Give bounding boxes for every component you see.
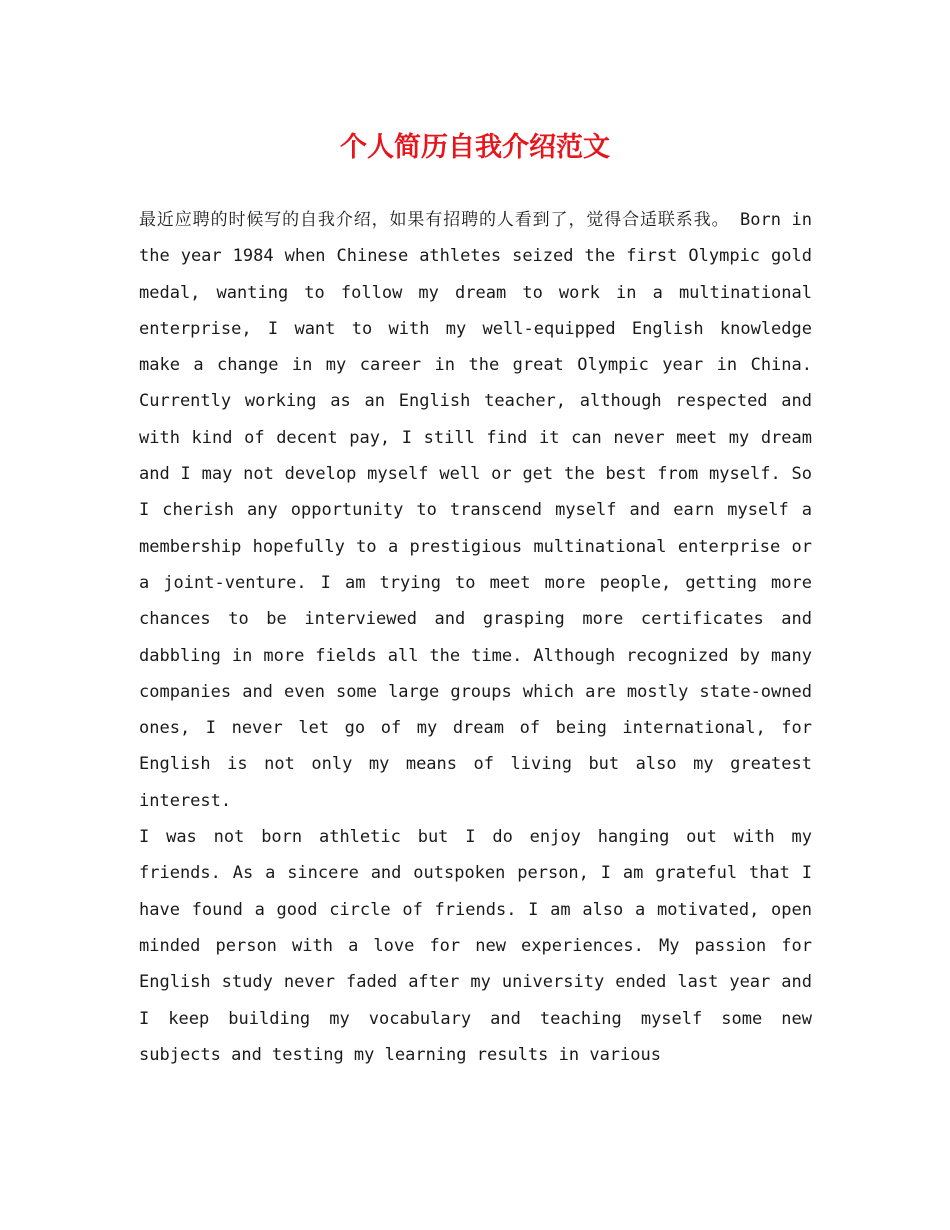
paragraph-2	[139, 819, 812, 1073]
document-body	[139, 202, 812, 1073]
paragraph-1	[139, 202, 812, 819]
document-title: 个人简历自我介绍范文	[340, 132, 610, 163]
paragraph-2-text: I was not born athletic but I do enjoy hanging out with my friends. As a sincere and outspoken person, I am grateful that I have found a good circle of friends. I am also a motivated, open minded person with a love for new experiences. My passion for English study never faded after my university ended last year and I keep building my vocabulary and teaching myself some new subjects and testing my learning results in various	[139, 827, 812, 1065]
paragraph-1-text: Born in the year 1984 when Chinese athletes seized the first Olympic gold medal, wanting to follow my dream to work in a multinational enterprise, I want to with my well-equipped English knowledge make a change in my career in the great Olympic year in China. Currently working as an English teacher, although respected and with kind of decent pay, I still find it can never meet my dream and I may not develop myself well or get the best from myself. So I cherish any opportunity to transcend myself and earn myself a membership hopefully to a prestigious multinational enterprise or a joint-venture. I am trying to meet more people, getting more chances to be interviewed and grasping more certificates and dabbling in more fields all the time. Although recognized by many companies and even some large groups which are mostly state-owned ones, I never let go of my dream of being international, for English is not only my means of living but also my greatest interest.	[139, 210, 812, 811]
paragraph-1-chinese-intro: 最近应聘的时候写的自我介绍，如果有招聘的人看到了，觉得合适联系我。	[139, 210, 730, 230]
